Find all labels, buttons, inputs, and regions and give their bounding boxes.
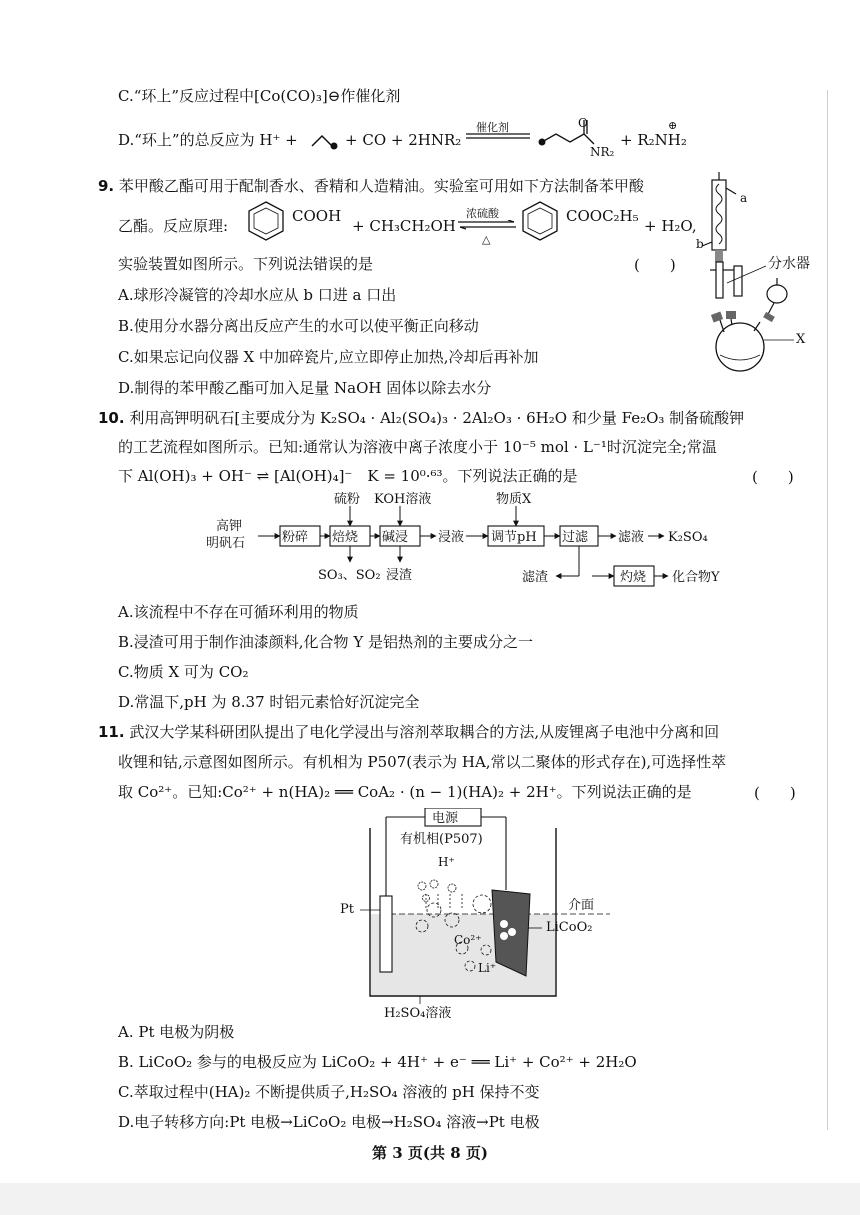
benzene-ring-reactant-icon <box>246 200 286 242</box>
q8-option-d-mid: + CO + 2HNR₂ <box>345 131 462 149</box>
flow-box-filter: 过滤 <box>562 530 589 545</box>
q9-stem-line1 <box>98 176 644 196</box>
q9-condition-top: 浓硫酸 <box>466 207 499 220</box>
q9-stem3: 实验装置如图所示。下列说法错误的是 <box>118 255 374 273</box>
q9-product-group: COOC₂H₅ <box>566 207 639 225</box>
apparatus-label-x: X <box>796 332 806 347</box>
amide-nr2-label: NR₂ <box>590 145 615 159</box>
q9-option-c: C.如果忘记向仪器 X 中加碎瓷片,应立即停止加热,冷却后再补加 <box>118 348 539 366</box>
reversible-arrow-icon <box>458 220 516 230</box>
apparatus-label-a: a <box>740 191 748 205</box>
q9-number: 9. <box>98 177 115 195</box>
right-margin-rule <box>827 90 828 1130</box>
flow-box-calcine: 灼烧 <box>620 570 647 585</box>
q11-stem2: 收锂和钴,示意图如图所示。有机相为 P507(表示为 HA,常以二聚体的形式存在),可选择性萃 <box>118 753 727 771</box>
q9-reactant2: + CH₃CH₂OH <box>352 217 456 235</box>
q11-option-b: B. LiCoO₂ 参与的电极反应为 LiCoO₂ + 4H⁺ + e⁻ ══ Li⁺ + Co²⁺ + 2H₂O <box>118 1053 637 1071</box>
flow-box-crush: 粉碎 <box>282 530 309 545</box>
q10-stem1: 利用高钾明矾石[主要成分为 K₂SO₄ · Al₂(SO₄)₃ · 2Al₂O₃ · 6H₂O 和少量 Fe₂O₃ 制备硫酸钾 <box>129 409 745 427</box>
q9-stem1: 苯甲酸乙酯可用于配制香水、香精和人造精油。实验室可用如下方法制备苯甲酸 <box>118 177 644 195</box>
cell-interface-label: 介面 <box>568 898 595 913</box>
flow-box-roast: 焙烧 <box>332 530 359 545</box>
flow-box-adjust-ph: 调节pH <box>491 530 537 545</box>
q8-catalyst-label: 催化剂 <box>476 121 509 134</box>
bottom-gray-band <box>0 1183 860 1215</box>
q10-option-c: C.物质 X 可为 CO₂ <box>118 663 249 681</box>
cell-organic-label: 有机相(P507) <box>400 832 483 847</box>
cell-hplus-label: H⁺ <box>438 855 455 869</box>
q9-product2: + H₂O, <box>644 217 697 235</box>
allene-structure-icon <box>310 126 340 152</box>
q11-answer-paren: ( ) <box>754 784 796 802</box>
q9-option-a: A.球形冷凝管的冷却水应从 b 口进 a 口出 <box>118 286 397 304</box>
q10-stem-line1 <box>98 408 744 428</box>
cell-co2plus-label: Co²⁺ <box>454 933 482 947</box>
page-footer: 第 3 页(共 8 页) <box>372 1144 488 1162</box>
q9-stem2-prefix: 乙酯。反应原理: <box>118 217 229 235</box>
q11-stem1: 武汉大学某科研团队提出了电化学浸出与溶剂萃取耦合的方法,从废锂离子电池中分离和回 <box>129 723 720 741</box>
q9-option-b: B.使用分水器分离出反应产生的水可以使平衡正向移动 <box>118 317 479 335</box>
flow-input-koh: KOH溶液 <box>374 492 432 507</box>
q11-stem-line1 <box>98 722 719 742</box>
q10-answer-paren: ( ) <box>752 468 794 486</box>
benzene-ring-product-icon <box>520 200 560 242</box>
q9-option-d: D.制得的苯甲酸乙酯可加入足量 NaOH 固体以除去水分 <box>118 379 492 397</box>
flow-filter-residue: 滤渣 <box>522 570 549 585</box>
flow-start-line1: 高钾 <box>216 519 243 534</box>
amide-oxygen-label: O <box>578 116 588 130</box>
q9-condition-bottom: △ <box>482 233 491 246</box>
q11-option-c: C.萃取过程中(HA)₂ 不断提供质子,H₂SO₄ 溶液的 pH 保持不变 <box>118 1083 540 1101</box>
q10-stem2: 的工艺流程如图所示。已知:通常认为溶液中离子浓度小于 10⁻⁵ mol · L⁻¹时沉淀完全;常温 <box>118 438 717 456</box>
ammonium-charge-mark: ⊕ <box>668 119 678 132</box>
equilibrium-arrow-icon <box>466 132 530 142</box>
flow-input-sulfur: 硫粉 <box>334 492 361 507</box>
q11-stem3: 取 Co²⁺。已知:Co²⁺ + n(HA)₂ ══ CoA₂ · (n − 1)(HA)₂ + 2H⁺。下列说法正确的是 <box>118 783 692 801</box>
cell-pt-label: Pt <box>340 902 354 917</box>
flow-gas-out: SO₃、SO₂ <box>318 568 381 583</box>
q9-answer-paren: ( ) <box>634 256 676 274</box>
flow-start-line2: 明矾石 <box>206 536 246 551</box>
q10-stem3: 下 Al(OH)₃ + OH⁻ ⇌ [Al(OH)₄]⁻ K = 10⁰·⁶³。下列说法正确的是 <box>118 467 578 485</box>
flow-input-x: 物质X <box>496 492 532 507</box>
q10-option-b: B.浸渣可用于制作油漆颜料,化合物 Y 是铝热剂的主要成分之一 <box>118 633 534 651</box>
flow-filtrate: 滤液 <box>618 530 645 545</box>
q11-option-a: A. Pt 电极为阴极 <box>118 1023 235 1041</box>
flow-leach-liquid: 浸液 <box>438 530 465 545</box>
q9-reactant-group: COOH <box>292 207 342 225</box>
flow-box-alkali-leach: 碱浸 <box>382 530 409 545</box>
q11-number: 11. <box>98 723 125 741</box>
q11-option-d: D.电子转移方向:Pt 电极→LiCoO₂ 电极→H₂SO₄ 溶液→Pt 电极 <box>118 1113 540 1131</box>
q10-number: 10. <box>98 409 125 427</box>
cell-licoo2-label: LiCoO₂ <box>546 920 593 935</box>
cell-solution-label: H₂SO₄溶液 <box>384 1006 452 1021</box>
q10-option-d: D.常温下,pH 为 8.37 时铝元素恰好沉淀完全 <box>118 693 420 711</box>
apparatus-label-separator: 分水器 <box>768 256 810 272</box>
q8-option-c: C.“环上”反应过程中[Co(CO)₃]⊖作催化剂 <box>118 87 401 105</box>
flow-compound-y: 化合物Y <box>672 570 720 585</box>
flow-product-k2so4: K₂SO₄ <box>668 530 708 545</box>
cell-liplus-label: Li⁺ <box>478 961 497 975</box>
q10-option-a: A.该流程中不存在可循环利用的物质 <box>118 603 359 621</box>
apparatus-label-b: b <box>696 237 704 251</box>
q8-option-d-suffix: + R₂NH₂ <box>620 131 687 149</box>
flow-residue: 浸渣 <box>386 568 413 583</box>
cell-power-label: 电源 <box>432 811 459 826</box>
q8-option-d-prefix: D.“环上”的总反应为 H⁺ + <box>118 131 298 149</box>
